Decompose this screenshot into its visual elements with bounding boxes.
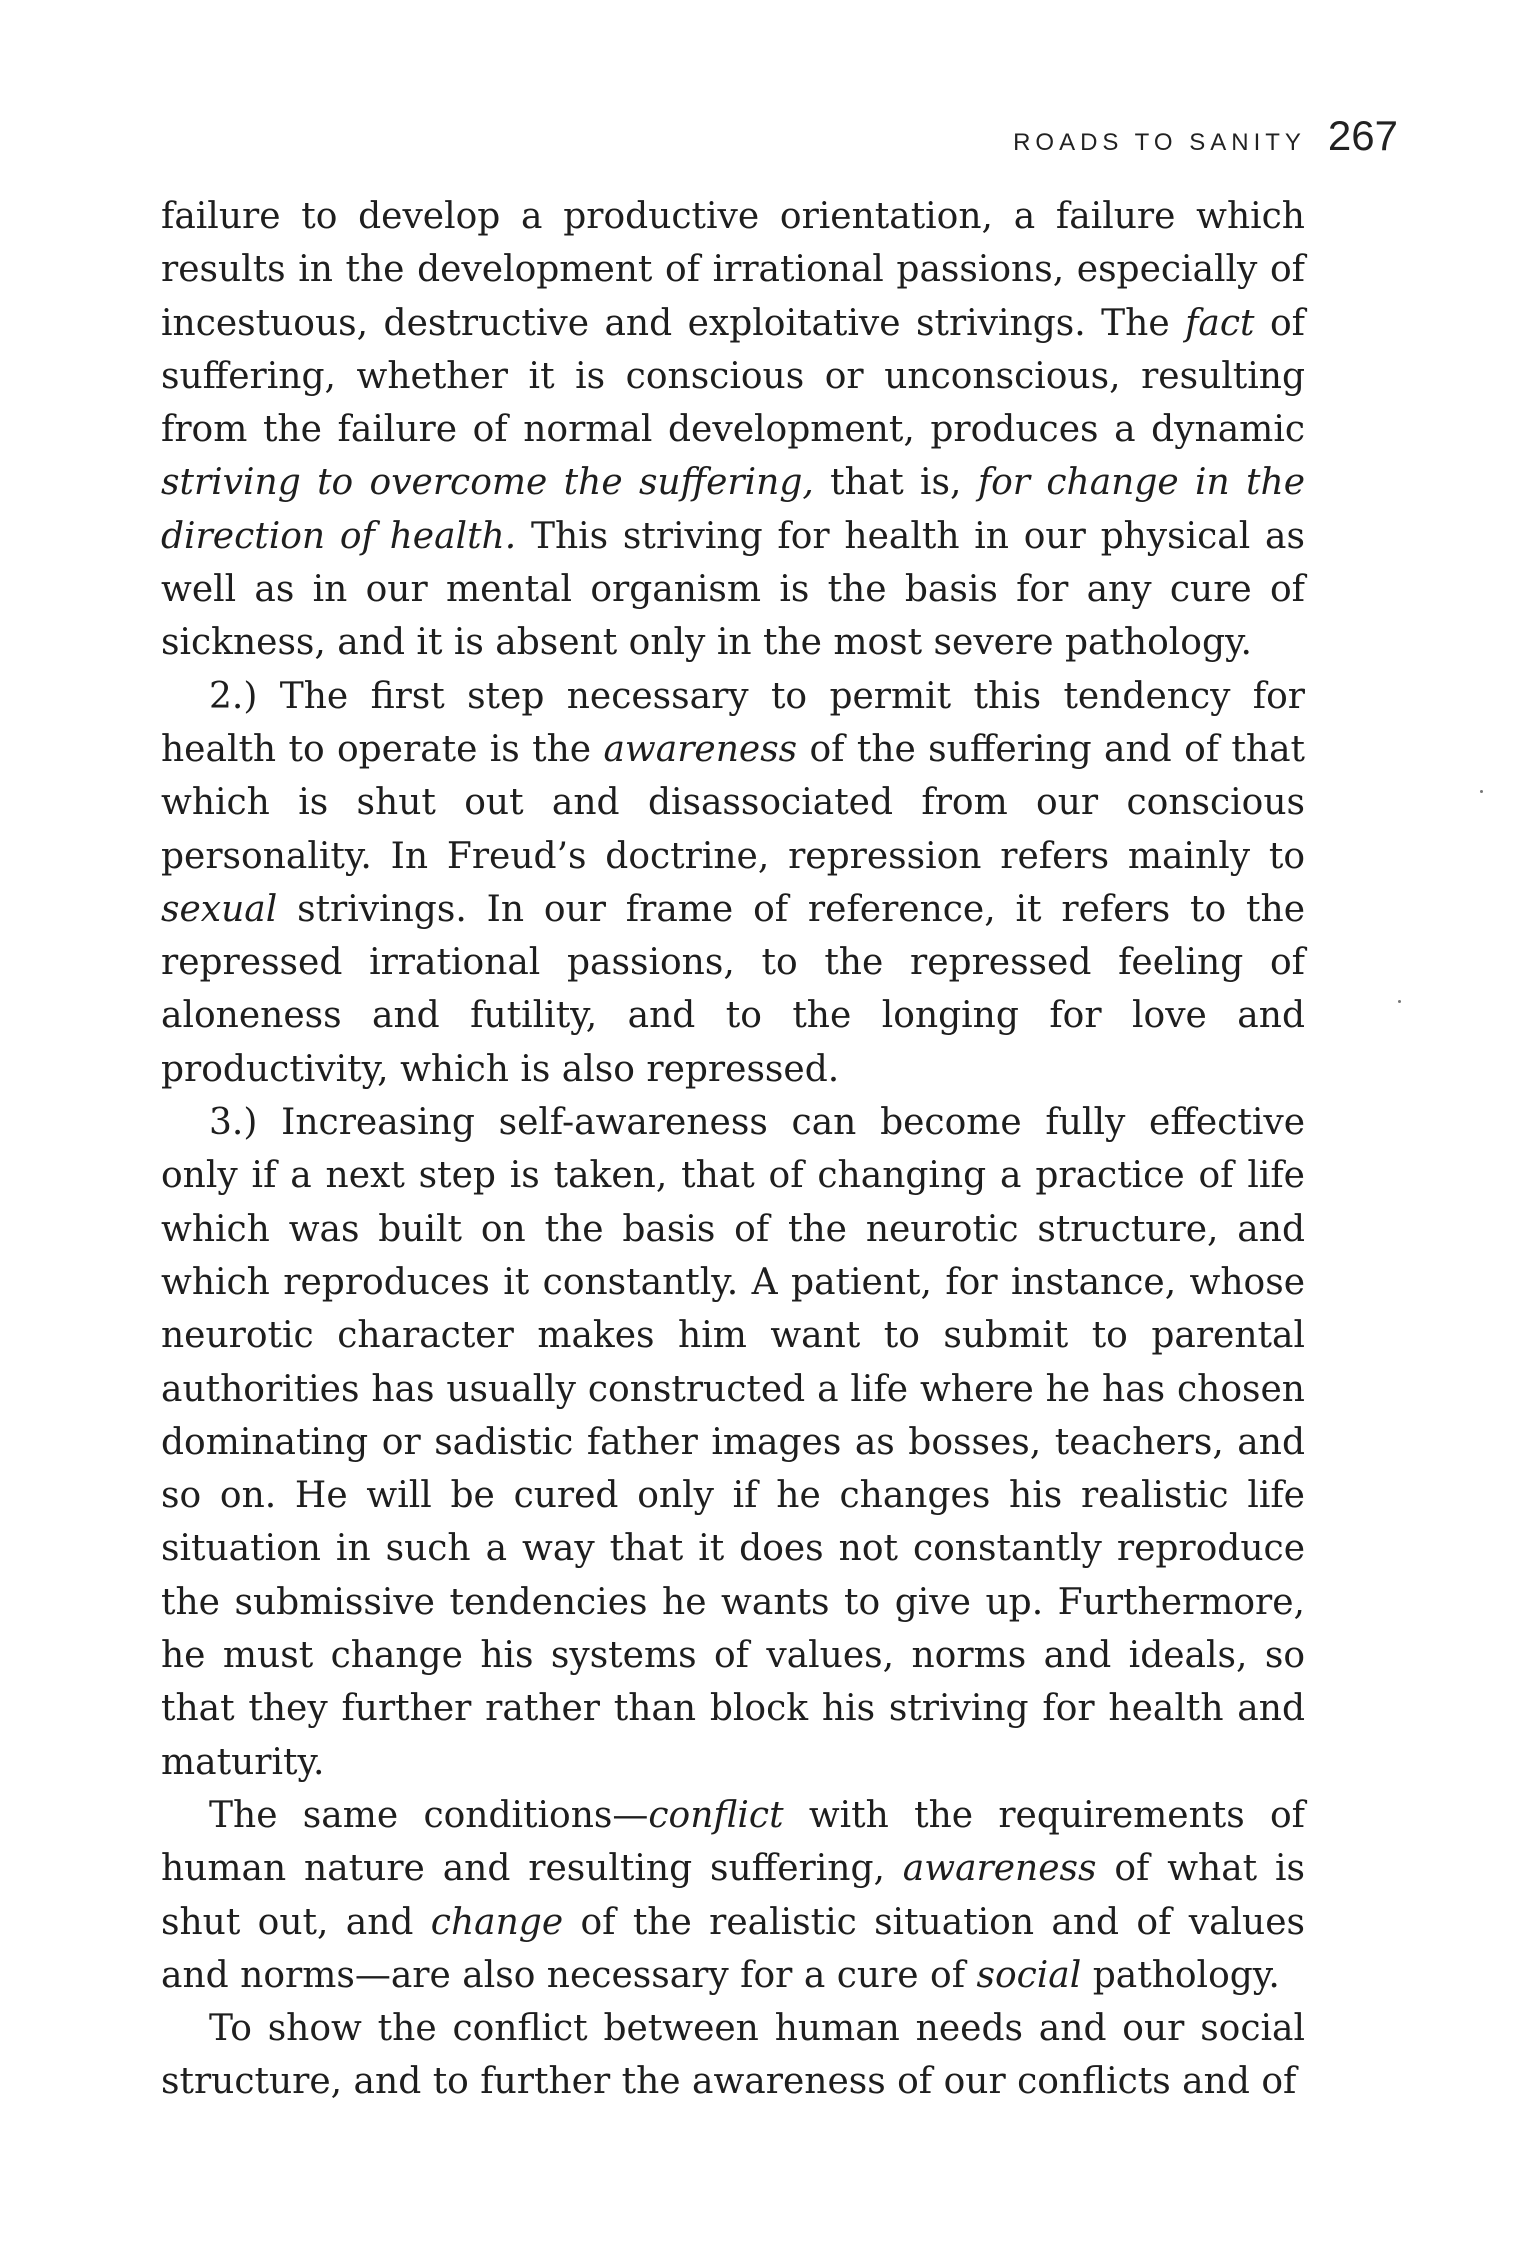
margin-speck bbox=[1398, 1000, 1401, 1003]
body-text bbox=[161, 190, 1305, 2109]
italic-text: awareness bbox=[902, 1848, 1097, 1890]
text-run: pathology. bbox=[1081, 1954, 1280, 1996]
text-run: of the realistic situation and of values and norms—are also necessary for a cure of bbox=[161, 1901, 1306, 1996]
text-run: failure to develop a productive orientation, a failure which results in the development of irrational passions, especially of incestuous, destructive and exploitative strivings. The bbox=[161, 196, 1305, 344]
body-paragraph bbox=[161, 2002, 1305, 2109]
text-run: This striving for health in our physical as well as in our mental organism is the basis for any cure of sickness, and it is absent only in the most severe pathology. bbox=[161, 515, 1305, 664]
italic-text: striving to overcome the suffering, bbox=[161, 462, 814, 504]
italic-text: fact bbox=[1185, 302, 1255, 344]
text-run: with the requirements of human nature and resulting suffering, bbox=[161, 1794, 1305, 1890]
italic-text: change bbox=[430, 1901, 564, 1943]
running-head bbox=[1013, 112, 1398, 160]
italic-text: awareness bbox=[603, 728, 798, 770]
text-run: of suffering, whether it is conscious or unconscious, resulting from the failure of normal development, produces a dynamic bbox=[161, 302, 1305, 451]
text-run: of the suffering and of that which is shut out and disassociated from our conscious personality. In Freud’s doctrine, repression refers mainly to bbox=[161, 728, 1306, 877]
body-paragraph bbox=[161, 1789, 1305, 2002]
text-run: To show the conflict between human needs and our social structure, and to further the awareness of our conflicts and of bbox=[161, 2008, 1305, 2103]
text-run: of what is shut out, and bbox=[161, 1848, 1305, 1943]
italic-text: sexual bbox=[161, 888, 278, 930]
text-run: 3.) Increasing self-awareness can become fully effective only if a next step is taken, that of changing a practice of life which was built on the basis of the neurotic structure, and which reproduces it constantly. A patient, for instance, whose neurotic character makes him want to submit to parental authorities has usually constructed a life where he has chosen dominating or sadistic father images as bosses, teachers, and so on. He will be cured only if he changes his realistic life situation in such a way that it does not constantly reproduce the submissive tendencies he wants to give up. Furthermore, he must change his systems of values, norms and ideals, so that they further rather than block his striving for health and maturity. bbox=[161, 1102, 1305, 1783]
text-run: 2.) The first step necessary to permit this tendency for health to operate is the bbox=[161, 675, 1305, 770]
text-run: strivings. In our frame of reference, it refers to the repressed irrational passions, to the repressed feeling of aloneness and futility, and to the longing for love and productivity, which is also repressed. bbox=[161, 888, 1305, 1090]
body-paragraph bbox=[161, 1096, 1305, 1789]
running-title: ROADS TO SANITY bbox=[1013, 129, 1306, 156]
text-run: that is, bbox=[813, 462, 978, 504]
page-number: 267 bbox=[1327, 112, 1398, 159]
margin-speck bbox=[1480, 790, 1483, 793]
italic-text: conflict bbox=[648, 1794, 784, 1836]
body-paragraph-continued bbox=[161, 190, 1305, 670]
text-run: The same conditions— bbox=[209, 1794, 649, 1836]
body-paragraph bbox=[161, 670, 1305, 1096]
italic-text: social bbox=[976, 1954, 1082, 1996]
italic-text: for change in the direction of health. bbox=[161, 462, 1305, 557]
